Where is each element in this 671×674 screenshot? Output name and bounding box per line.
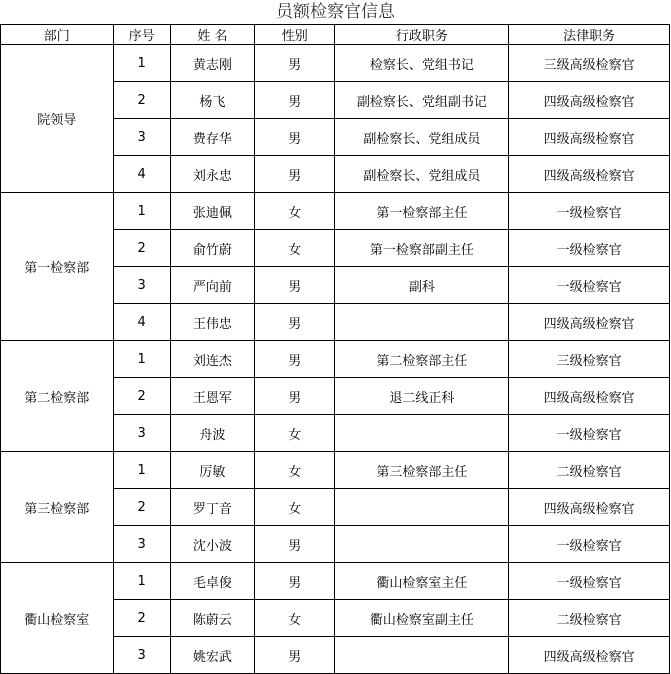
- legal-post-cell: 三级高级检察官: [509, 45, 670, 82]
- dept-cell: 第一检察部: [1, 193, 114, 341]
- legal-post-cell: 一级检察官: [509, 193, 670, 230]
- header-legal-post: 法律职务: [509, 25, 670, 45]
- name-cell: 王伟忠: [170, 304, 254, 341]
- admin-post-cell: 衢山检察室副主任: [335, 600, 509, 637]
- admin-post-cell: 第一检察部主任: [335, 193, 509, 230]
- legal-post-cell: 二级检察官: [509, 600, 670, 637]
- no-cell: 3: [113, 267, 170, 304]
- admin-post-cell: 第二检察部主任: [335, 341, 509, 378]
- sex-cell: 女: [255, 193, 335, 230]
- sex-cell: 男: [255, 267, 335, 304]
- header-row: [1, 25, 670, 45]
- legal-post-cell: 四级高级检察官: [509, 489, 670, 526]
- header-sex: 性别: [255, 25, 335, 45]
- name-cell: 俞竹蔚: [170, 230, 254, 267]
- no-cell: 1: [113, 452, 170, 489]
- admin-post-cell: 副检察长、党组副书记: [335, 82, 509, 119]
- sex-cell: 女: [255, 452, 335, 489]
- no-cell: 2: [113, 230, 170, 267]
- dept-cell: 衢山检察室: [1, 563, 114, 674]
- no-cell: 1: [113, 341, 170, 378]
- legal-post-cell: 四级高级检察官: [509, 378, 670, 415]
- page-title: 员额检察官信息: [276, 2, 395, 22]
- no-cell: 3: [113, 526, 170, 563]
- no-cell: 3: [113, 119, 170, 156]
- legal-post-cell: 一级检察官: [509, 415, 670, 452]
- no-cell: 1: [113, 563, 170, 600]
- no-cell: 1: [113, 193, 170, 230]
- admin-post-cell: 衢山检察室主任: [335, 563, 509, 600]
- name-cell: 严向前: [170, 267, 254, 304]
- sex-cell: 男: [255, 45, 335, 82]
- sex-cell: 男: [255, 563, 335, 600]
- sex-cell: 女: [255, 415, 335, 452]
- no-cell: 2: [113, 82, 170, 119]
- no-cell: 4: [113, 304, 170, 341]
- admin-post-cell: [335, 415, 509, 452]
- admin-post-cell: [335, 637, 509, 674]
- sex-cell: 男: [255, 526, 335, 563]
- admin-post-cell: 检察长、党组书记: [335, 45, 509, 82]
- legal-post-cell: 四级高级检察官: [509, 156, 670, 193]
- header-no: 序号: [113, 25, 170, 45]
- legal-post-cell: 一级检察官: [509, 563, 670, 600]
- legal-post-cell: 二级检察官: [509, 452, 670, 489]
- sex-cell: 男: [255, 637, 335, 674]
- sex-cell: 男: [255, 304, 335, 341]
- name-cell: 陈蔚云: [170, 600, 254, 637]
- no-cell: 3: [113, 415, 170, 452]
- dept-cell: 院领导: [1, 45, 114, 193]
- sex-cell: 女: [255, 600, 335, 637]
- name-cell: 黄志刚: [170, 45, 254, 82]
- admin-post-cell: 副科: [335, 267, 509, 304]
- name-cell: 姚宏武: [170, 637, 254, 674]
- header-dept: 部门: [1, 25, 114, 45]
- sex-cell: 男: [255, 378, 335, 415]
- sex-cell: 女: [255, 489, 335, 526]
- legal-post-cell: 一级检察官: [509, 526, 670, 563]
- sex-cell: 男: [255, 119, 335, 156]
- header-admin-post: 行政职务: [335, 25, 509, 45]
- name-cell: 刘永忠: [170, 156, 254, 193]
- no-cell: 1: [113, 45, 170, 82]
- sex-cell: 男: [255, 341, 335, 378]
- table-row: [1, 563, 670, 600]
- sex-cell: 男: [255, 156, 335, 193]
- admin-post-cell: [335, 304, 509, 341]
- admin-post-cell: 退二线正科: [335, 378, 509, 415]
- admin-post-cell: [335, 526, 509, 563]
- name-cell: 费存华: [170, 119, 254, 156]
- admin-post-cell: 副检察长、党组成员: [335, 119, 509, 156]
- name-cell: 沈小波: [170, 526, 254, 563]
- table-row: [1, 45, 670, 82]
- no-cell: 3: [113, 637, 170, 674]
- admin-post-cell: 第一检察部副主任: [335, 230, 509, 267]
- name-cell: 杨飞: [170, 82, 254, 119]
- no-cell: 4: [113, 156, 170, 193]
- sex-cell: 男: [255, 82, 335, 119]
- legal-post-cell: 四级高级检察官: [509, 637, 670, 674]
- name-cell: 舟波: [170, 415, 254, 452]
- legal-post-cell: 三级检察官: [509, 341, 670, 378]
- legal-post-cell: 四级高级检察官: [509, 304, 670, 341]
- admin-post-cell: 副检察长、党组成员: [335, 156, 509, 193]
- legal-post-cell: 四级高级检察官: [509, 119, 670, 156]
- name-cell: 刘连杰: [170, 341, 254, 378]
- legal-post-cell: 四级高级检察官: [509, 82, 670, 119]
- no-cell: 2: [113, 600, 170, 637]
- name-cell: 王恩军: [170, 378, 254, 415]
- header-name: 姓 名: [170, 25, 254, 45]
- prosecutor-table: [0, 24, 670, 674]
- dept-cell: 第二检察部: [1, 341, 114, 452]
- legal-post-cell: 一级检察官: [509, 230, 670, 267]
- sex-cell: 女: [255, 230, 335, 267]
- name-cell: 厉敏: [170, 452, 254, 489]
- legal-post-cell: 一级检察官: [509, 267, 670, 304]
- no-cell: 2: [113, 489, 170, 526]
- admin-post-cell: 第三检察部主任: [335, 452, 509, 489]
- table-row: [1, 452, 670, 489]
- dept-cell: 第三检察部: [1, 452, 114, 563]
- no-cell: 2: [113, 378, 170, 415]
- name-cell: 张迪佩: [170, 193, 254, 230]
- name-cell: 罗丁音: [170, 489, 254, 526]
- name-cell: 毛卓俊: [170, 563, 254, 600]
- table-row: [1, 193, 670, 230]
- admin-post-cell: [335, 489, 509, 526]
- table-row: [1, 341, 670, 378]
